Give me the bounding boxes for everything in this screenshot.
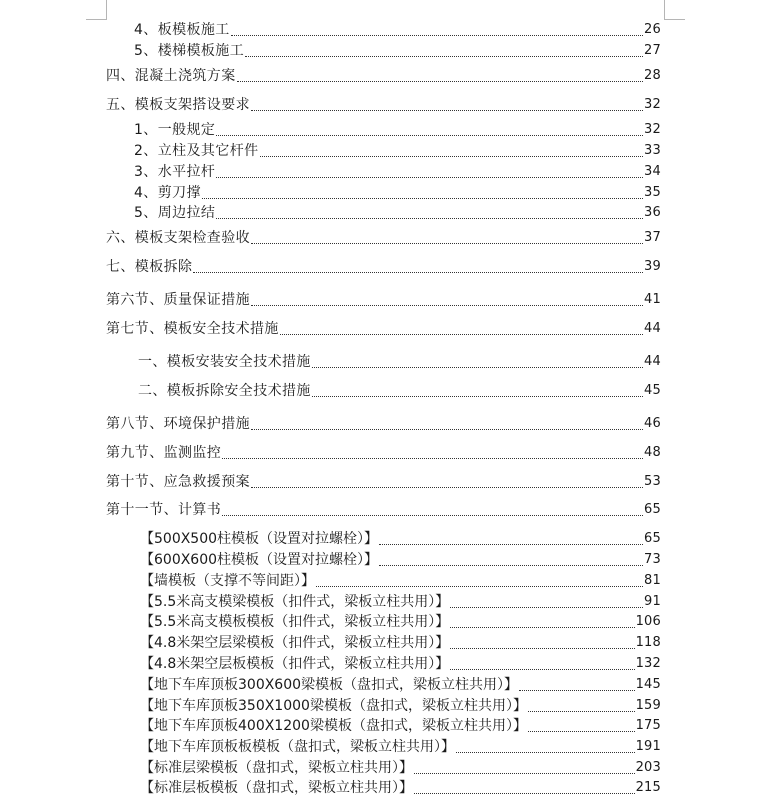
toc-entry[interactable] <box>106 500 661 520</box>
toc-entry-label: 【地下车库顶板300X600梁模板（盘扣式，梁板立柱共用）】 <box>140 677 519 693</box>
dot-leader <box>450 669 634 670</box>
toc-entry[interactable] <box>140 758 661 778</box>
toc-entry[interactable] <box>134 20 661 40</box>
toc-entry-page: 35 <box>644 185 661 200</box>
toc-entry[interactable] <box>106 319 661 339</box>
dot-leader <box>456 752 635 753</box>
toc-entry-label: 第七节、模板安全技术措施 <box>106 321 279 337</box>
toc-entry[interactable] <box>106 472 661 492</box>
toc-entry[interactable] <box>140 529 661 549</box>
toc-entry-page: 175 <box>635 718 661 733</box>
dot-leader <box>316 586 643 587</box>
toc-entry-page: 203 <box>635 760 661 775</box>
toc-entry[interactable] <box>140 592 661 612</box>
toc-entry-page: 28 <box>644 68 661 83</box>
toc-entry[interactable] <box>140 633 661 653</box>
margin-corner-mark-left <box>86 0 107 20</box>
toc-entry[interactable] <box>134 41 661 61</box>
toc-entry-label: 第六节、质量保证措施 <box>106 292 250 308</box>
toc-entry-page: 44 <box>644 321 661 336</box>
toc-entry-label: 【地下车库顶板400X1200梁模板（盘扣式，梁板立柱共用）】 <box>140 718 527 734</box>
toc-entry-label: 五、模板支架搭设要求 <box>106 97 250 113</box>
toc-entry-label: 【墙模板（支撑不等间距）】 <box>140 573 315 589</box>
dot-leader <box>202 198 643 199</box>
toc-entry-page: 53 <box>644 474 661 489</box>
toc-entry[interactable] <box>140 696 661 716</box>
toc-entry[interactable] <box>134 120 661 140</box>
toc-entry-label: 【5.5米高支模板模板（扣件式，梁板立柱共用）】 <box>140 614 450 630</box>
dot-leader <box>222 458 643 459</box>
dot-leader <box>251 487 643 488</box>
toc-entry-page: 44 <box>644 354 661 369</box>
toc-entry-label: 【标准层板模板（盘扣式，梁板立柱共用）】 <box>140 780 413 796</box>
toc-entry-page: 65 <box>644 502 661 517</box>
toc-entry-label: 【标准层梁模板（盘扣式，梁板立柱共用）】 <box>140 760 413 776</box>
toc-entry[interactable] <box>140 612 661 632</box>
dot-leader <box>251 305 643 306</box>
toc-entry-page: 81 <box>644 573 661 588</box>
toc-entry-label: 【地下车库顶板350X1000梁模板（盘扣式，梁板立柱共用）】 <box>140 698 527 714</box>
dot-leader <box>450 648 634 649</box>
toc-entry-page: 34 <box>644 164 661 179</box>
toc-entry-label: 第八节、环境保护措施 <box>106 416 250 432</box>
toc-entry-page: 32 <box>644 97 661 112</box>
dot-leader <box>237 81 643 82</box>
toc-entry-label: 4、板模板施工 <box>134 22 230 38</box>
dot-leader <box>193 272 643 273</box>
toc-entry-page: 191 <box>635 739 661 754</box>
toc-entry[interactable] <box>106 66 661 86</box>
dot-leader <box>312 396 643 397</box>
dot-leader <box>414 793 635 794</box>
toc-entry[interactable] <box>106 414 661 434</box>
toc-entry-page: 48 <box>644 445 661 460</box>
toc-entry-page: 73 <box>644 552 661 567</box>
toc-entry-page: 36 <box>644 205 661 220</box>
toc-entry-label: 第十一节、计算书 <box>106 502 222 518</box>
dot-leader <box>260 156 644 157</box>
margin-corner-mark-right <box>664 0 685 20</box>
toc-entry-page: 32 <box>644 122 661 137</box>
toc-entry-label: 二、模板拆除安全技术措施 <box>138 383 311 399</box>
toc-entry-label: 【5.5米高支模梁模板（扣件式，梁板立柱共用）】 <box>140 594 450 610</box>
toc-entry-page: 215 <box>635 780 661 795</box>
toc-entry-page: 145 <box>635 677 661 692</box>
dot-leader <box>251 243 643 244</box>
toc-entry[interactable] <box>140 550 661 570</box>
toc-entry-label: 3、水平拉杆 <box>134 164 216 180</box>
toc-entry[interactable] <box>106 443 661 463</box>
toc-entry-page: 91 <box>644 594 661 609</box>
toc-entry-label: 六、模板支架检查验收 <box>106 230 250 246</box>
toc-entry[interactable] <box>138 381 661 401</box>
toc-entry[interactable] <box>106 228 661 248</box>
dot-leader <box>216 177 643 178</box>
toc-entry[interactable] <box>140 571 661 591</box>
toc-entry[interactable] <box>140 654 661 674</box>
dot-leader <box>414 773 635 774</box>
dot-leader <box>251 429 643 430</box>
toc-entry-page: 41 <box>644 292 661 307</box>
dot-leader <box>379 565 643 566</box>
toc-entry-label: 【4.8米架空层梁模板（扣件式，梁板立柱共用）】 <box>140 635 450 651</box>
toc-entry-label: 第十节、应急救援预案 <box>106 474 250 490</box>
toc-entry[interactable] <box>106 95 661 115</box>
toc-entry-label: 5、楼梯模板施工 <box>134 43 245 59</box>
toc-entry-label: 【600X600柱模板（设置对拉螺栓）】 <box>140 552 379 568</box>
dot-leader <box>280 334 643 335</box>
toc-entry-label: 【地下车库顶板板模板（盘扣式，梁板立柱共用）】 <box>140 739 455 755</box>
dot-leader <box>528 731 635 732</box>
toc-entry-page: 45 <box>644 383 661 398</box>
dot-leader <box>379 544 643 545</box>
toc-entry-page: 27 <box>644 43 661 58</box>
toc-entry[interactable] <box>140 716 661 736</box>
dot-leader <box>222 515 643 516</box>
toc-entry[interactable] <box>106 257 661 277</box>
toc-entry-page: 33 <box>644 143 661 158</box>
toc-entry-label: 4、剪刀撑 <box>134 185 201 201</box>
dot-leader <box>519 690 635 691</box>
dot-leader <box>245 56 643 57</box>
toc-entry[interactable] <box>140 737 661 757</box>
toc-entry[interactable] <box>134 141 661 161</box>
toc-entry-page: 106 <box>635 614 661 629</box>
toc-entry-label: 2、立柱及其它杆件 <box>134 143 259 159</box>
toc-entry-label: 四、混凝土浇筑方案 <box>106 68 236 84</box>
toc-entry[interactable] <box>134 203 661 223</box>
toc-entry[interactable] <box>140 675 661 695</box>
toc-entry-label: 5、周边拉结 <box>134 205 216 221</box>
toc-entry-page: 118 <box>635 635 661 650</box>
dot-leader <box>450 607 643 608</box>
toc-entry[interactable] <box>134 183 661 203</box>
toc-entry-label: 【4.8米架空层板模板（扣件式，梁板立柱共用）】 <box>140 656 450 672</box>
toc-entry-page: 159 <box>635 698 661 713</box>
toc-entry-label: 七、模板拆除 <box>106 259 193 275</box>
toc-entry[interactable] <box>134 162 661 182</box>
toc-entry-page: 39 <box>644 259 661 274</box>
toc-entry-page: 65 <box>644 531 661 546</box>
dot-leader <box>528 711 635 712</box>
toc-entry-page: 26 <box>644 22 661 37</box>
toc-entry[interactable] <box>140 778 661 798</box>
dot-leader <box>450 627 634 628</box>
toc-entry[interactable] <box>106 290 661 310</box>
dot-leader <box>216 218 643 219</box>
dot-leader <box>216 135 643 136</box>
toc-entry-page: 46 <box>644 416 661 431</box>
toc-entry-page: 132 <box>635 656 661 671</box>
toc-entry-label: 第九节、监测监控 <box>106 445 222 461</box>
dot-leader <box>312 367 643 368</box>
dot-leader <box>231 35 643 36</box>
toc-entry[interactable] <box>138 352 661 372</box>
toc-entry-page: 37 <box>644 230 661 245</box>
toc-entry-label: 1、一般规定 <box>134 122 216 138</box>
dot-leader <box>251 110 643 111</box>
toc-entry-label: 一、模板安装安全技术措施 <box>138 354 311 370</box>
toc-entry-label: 【500X500柱模板（设置对拉螺栓）】 <box>140 531 379 547</box>
